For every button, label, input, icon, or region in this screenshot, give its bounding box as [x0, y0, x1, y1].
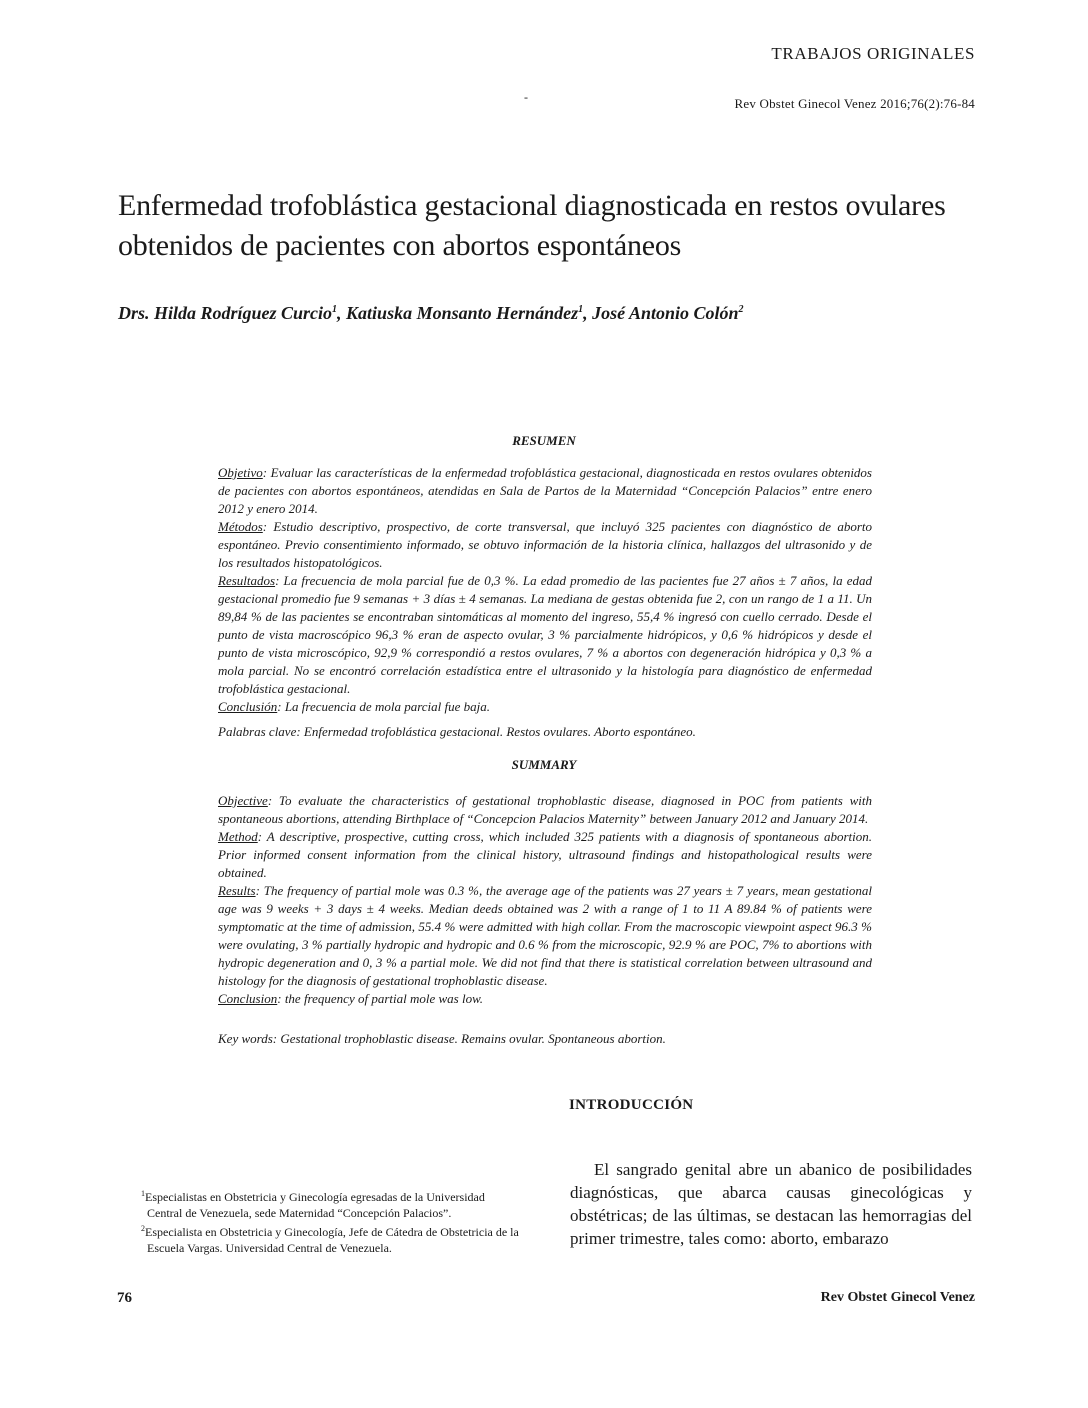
footnote-text: Especialista en Obstetricia y Ginecología, Jefe de Cátedra de Obstetricia de la Escuela Vargas. Universidad Central de Venezuela.	[145, 1225, 519, 1255]
resumen-heading: RESUMEN	[512, 433, 576, 448]
objetivo-text: : Evaluar las características de la enfermedad trofoblástica gestacional, diagnosticada en restos ovulares obtenidos de pacientes con abortos espontáneos, atendidas en Sala de Partos de la Maternidad “Concepción Palacios” entre enero 2012 y enero 2014.	[218, 465, 872, 516]
footnote-mark: 1	[141, 1189, 145, 1198]
summary-conclusion	[218, 990, 872, 1008]
footnote-item	[117, 1221, 522, 1256]
footnote-mark: 2	[141, 1224, 145, 1233]
summary-method	[218, 828, 872, 882]
summary-objective	[218, 792, 872, 828]
footnote-item	[117, 1186, 522, 1221]
introduccion-paragraph: El sangrado genital abre un abanico de posibilidades diagnósticas, que abarca causas ginecológicas y obstétricas; de las últimas, se destacan las hemorragias del primer trimestre, tales como: aborto, embarazo	[570, 1160, 972, 1248]
conclusion-text: : La frecuencia de mola parcial fue baja.	[277, 699, 491, 714]
resumen-conclusion	[218, 698, 872, 716]
palabras-clave: Palabras clave: Enfermedad trofoblástica gestacional. Restos ovulares. Aborto espontáneo.	[218, 724, 696, 739]
resumen-resultados	[218, 572, 872, 698]
results-text: : The frequency of partial mole was 0.3 %, the average age of the patients was 27 years ± 7 years, mean gestational age was 9 weeks + 3 days ± 4 weeks. Median deeds obtained was 2 with a range of 1 to 11 A 89.84 % of patients were symptomatic at the time of admission, 55.4 % were admitted with high collar. From the macroscopic viewpoint aspect 96.3 % were ovulating, 3 % partially hydropic and hydropic and 0.6 % from the microscopic, 92.9 % are POC, 7% to abortions with hydropic degeneration and 0, 3 % a partial mole. We did not find that there is statistical correlation between ultrasound and histology for the diagnosis of gestational trophoblastic disease.	[218, 883, 872, 988]
objective-text: : To evaluate the characteristics of gestational trophoblastic disease, diagnosed in POC from patients with spontaneous abortions, attending Birthplace of “Concepcion Palacios Maternity” between January 2012 and January 2014.	[218, 793, 872, 826]
page-number: 76	[117, 1290, 132, 1306]
author-name: , Katiuska Monsanto Hernández	[337, 303, 579, 323]
method-text: : A descriptive, prospective, cutting cross, which included 325 patients with a diagnosis of spontaneous abortion. Prior informed consent information from the clinical history, ultrasound findings and histopathological results were obtained.	[218, 829, 872, 880]
summary-results	[218, 882, 872, 990]
section-label: TRABAJOS ORIGINALES	[771, 44, 975, 63]
summary-abstract	[218, 792, 872, 1008]
resumen-abstract	[218, 464, 872, 716]
footnote-text: Especialistas en Obstetricia y Ginecología egresadas de la Universidad Central de Venezuela, sede Maternidad “Concepción Palacios”.	[145, 1190, 485, 1220]
author-name: Drs. Hilda Rodríguez Curcio	[118, 303, 333, 323]
footnotes	[117, 1186, 522, 1256]
conclusion-label: Conclusión	[218, 699, 278, 714]
conclusion-text-en: : the frequency of partial mole was low.	[277, 991, 484, 1006]
introduccion-heading: INTRODUCCIÓN	[569, 1097, 694, 1113]
article-title: Enfermedad trofoblástica gestacional diagnosticada en restos ovulares obtenidos de pacientes con abortos espontáneos	[118, 189, 946, 262]
method-label: Method	[218, 829, 258, 844]
journal-citation: Rev Obstet Ginecol Venez 2016;76(2):76-84	[734, 96, 975, 111]
author-affiliation-mark: 1	[578, 304, 584, 315]
resumen-metodos	[218, 518, 872, 572]
resumen-objetivo	[218, 464, 872, 518]
metodos-text: : Estudio descriptivo, prospectivo, de corte transversal, que incluyó 325 pacientes con diagnóstico de aborto espontáneo. Previo consentimiento informado, se obtuvo información de la historia clínica, hallazgos del ultrasonido y de los resultados histopatológicos.	[218, 519, 872, 570]
stray-mark: -	[524, 90, 528, 104]
author-list	[118, 303, 744, 324]
objetivo-label: Objetivo	[218, 465, 263, 480]
author-name: , José Antonio Colón	[583, 303, 739, 323]
summary-heading: SUMMARY	[511, 757, 577, 772]
resultados-label: Resultados	[218, 573, 276, 588]
conclusion-label-en: Conclusion	[218, 991, 278, 1006]
journal-footer: Rev Obstet Ginecol Venez	[820, 1290, 975, 1305]
objective-label: Objective	[218, 793, 268, 808]
author-affiliation-mark: 2	[738, 304, 744, 315]
author-affiliation-mark: 1	[332, 304, 338, 315]
results-label: Results	[218, 883, 256, 898]
metodos-label: Métodos	[218, 519, 263, 534]
key-words: Key words: Gestational trophoblastic disease. Remains ovular. Spontaneous abortion.	[218, 1031, 666, 1046]
resultados-text: : La frecuencia de mola parcial fue de 0,3 %. La edad promedio de las pacientes fue 27 años ± 7 años, la edad gestacional promedio fue 9 semanas + 3 días ± 4 semanas. La mediana de gestas obtenida fue 2, con un rango de 1 a 11. Un 89,84 % de las pacientes se encontraban sintomáticas al momento del ingreso, 55,4 % ingresó con cuello cerrado. Desde el punto de vista macroscópico 96,3 % eran de aspecto ovular, 3 % parcialmente hidrópicos, y 0,6 % hidrópicos y desde el punto de vista microscópico, 92,9 % correspondió a restos ovulares, 7 % a abortos con degeneración hidrópica y 0,3 % a mola parcial. No se encontró correlación estadística entre el ultrasonido y la histología para diagnóstico de enfermedad trofoblástica gestacional.	[218, 573, 872, 696]
